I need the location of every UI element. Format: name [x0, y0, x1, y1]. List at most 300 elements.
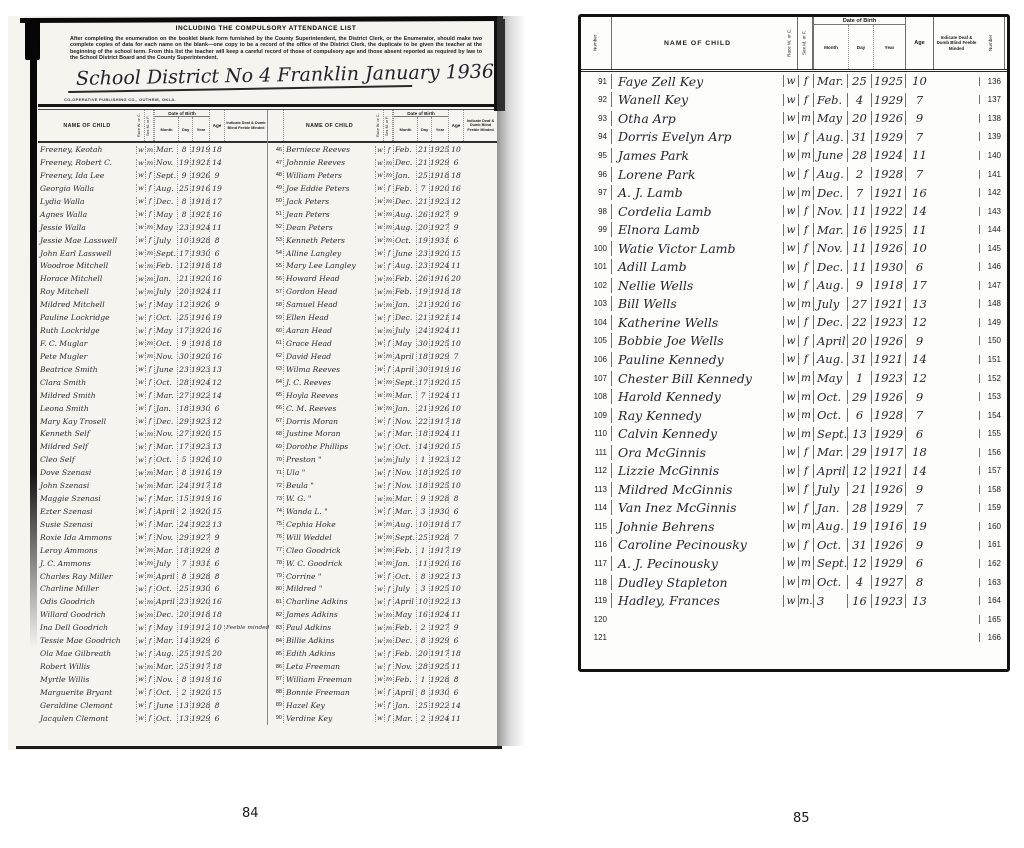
cell-sex: m	[385, 391, 393, 400]
cell-num: 78	[275, 560, 282, 567]
cell-day: 7	[847, 186, 871, 200]
cell-month: May	[154, 326, 177, 335]
cell-sex: f	[145, 391, 154, 399]
cell-year: 1923	[191, 416, 211, 426]
cell-month: May	[393, 339, 416, 348]
cell-race: w	[375, 197, 384, 205]
cell-race: w	[136, 146, 145, 154]
photocopy-gutter-smudge	[30, 20, 37, 648]
cell-race: w	[375, 559, 384, 567]
cell-sex: f	[145, 314, 154, 322]
cell-race: w	[136, 314, 145, 322]
cell-sex: m.	[799, 594, 813, 607]
cell-day: 29	[177, 533, 190, 542]
table-row	[268, 453, 497, 466]
cell-month: Nov.	[154, 429, 177, 438]
cell-name: Billie Adkins	[283, 636, 375, 645]
cell-age: 12	[905, 315, 933, 329]
cell-year: 1924	[430, 326, 450, 336]
cell-year: 1924	[191, 287, 211, 297]
cell-year: 1922	[191, 519, 211, 529]
cell-sex: m	[385, 610, 393, 619]
cell-year: 1928	[191, 571, 211, 581]
cell-race: w	[136, 404, 145, 412]
cell-num2: 162	[979, 559, 1005, 568]
cell-year: 1920	[191, 687, 211, 697]
cell-day: 20	[847, 334, 871, 348]
cell-month: Aug.	[813, 130, 847, 144]
cell-day: 14	[416, 442, 429, 451]
cell-sex: f	[384, 184, 393, 192]
cell-race: w	[783, 353, 798, 365]
cell-sex: f	[384, 572, 393, 580]
cell-age: 8	[209, 236, 224, 245]
cell-name: Johnnie Reeves	[283, 158, 375, 167]
cell-year: 1916	[191, 313, 211, 323]
table-row	[268, 531, 497, 544]
table-row	[38, 195, 267, 208]
cell-race: w	[783, 335, 798, 347]
table-row	[38, 570, 267, 583]
cell-year: 1920	[430, 248, 450, 258]
cell-name: Hoyla Reeves	[283, 391, 375, 400]
cell-sex: f	[145, 365, 154, 373]
table-row	[268, 169, 497, 182]
table-row	[38, 311, 267, 324]
cell-age: 18	[209, 662, 224, 671]
cell-month: Mar.	[393, 391, 416, 400]
cell-day: 5	[177, 455, 190, 464]
cell-age: 14	[905, 464, 933, 478]
cell-month: April	[393, 597, 416, 606]
cell-day: 29	[847, 390, 871, 404]
cell-race: w	[375, 262, 384, 270]
cell-sex: f	[145, 184, 154, 192]
cell-month: Nov.	[154, 533, 177, 542]
cell-num: 77	[275, 547, 282, 554]
cell-race: w	[783, 539, 798, 551]
cell-sex: f	[798, 335, 813, 347]
cell-race: w	[375, 417, 384, 425]
cell-month: Dec.	[154, 197, 177, 206]
cell-sex: f	[145, 533, 154, 541]
cell-day: 3	[416, 507, 429, 516]
cell-num: 50	[275, 198, 282, 205]
table-row	[38, 544, 267, 557]
cell-day: 7	[416, 184, 429, 193]
cell-race: w	[375, 288, 384, 296]
cell-age: 9	[905, 538, 933, 552]
cell-age: 8	[448, 675, 463, 684]
cell-race: w	[136, 430, 145, 438]
cell-name: Watie Victor Lamb	[611, 241, 783, 256]
cell-race: w	[375, 327, 384, 335]
cell-year: 1923	[871, 594, 905, 608]
table-row	[581, 461, 1007, 480]
cell-name: Adill Lamb	[611, 259, 783, 274]
cell-year: 1930	[191, 584, 211, 594]
cell-month: Mar.	[393, 494, 416, 503]
cell-name: Hazel Key	[283, 701, 375, 710]
cell-name: Ina Dell Goodrich	[40, 623, 108, 633]
cell-sex: m	[146, 352, 154, 361]
cell-age: 19	[209, 468, 224, 477]
cell-age: 7	[905, 408, 933, 422]
cell-year: 1928	[191, 700, 211, 710]
cell-num: 63	[275, 366, 282, 373]
table-row	[581, 628, 1007, 647]
cell-name: Myrtle Willis	[40, 674, 90, 684]
cell-name: Wanell Key	[611, 92, 783, 107]
cell-age: 10	[905, 241, 933, 255]
cell-month: May	[154, 210, 177, 219]
cell-month: Aug.	[393, 210, 416, 219]
cell-year: 1922	[430, 571, 450, 581]
cell-year: 1926	[871, 482, 905, 496]
cell-race: w	[783, 520, 798, 532]
cell-name: Alline Langley	[283, 249, 375, 258]
cell-name: Joe Eddie Peters	[283, 184, 375, 193]
cell-sex: m	[798, 298, 813, 310]
cell-name: Gordon Head	[283, 287, 375, 296]
cell-age: 10	[209, 623, 224, 632]
cell-day: 18	[416, 468, 429, 477]
cell-age: 7	[905, 130, 933, 144]
cell-race: w	[136, 197, 145, 205]
cell-month: Aug.	[813, 167, 847, 181]
cell-age: 19	[905, 519, 933, 533]
table-row	[268, 272, 497, 285]
cell-day: 6	[847, 408, 871, 422]
col-number-left: Number	[592, 34, 598, 52]
cell-age: 16	[448, 365, 463, 374]
cell-num: 113	[594, 484, 607, 494]
cell-month: Jan.	[393, 171, 416, 180]
table-row	[38, 376, 267, 389]
cell-age: 18	[209, 610, 224, 619]
cell-race: w	[136, 611, 145, 619]
cell-age: 7	[905, 501, 933, 515]
cell-num: 97	[598, 188, 607, 198]
cell-year: 1921	[871, 352, 905, 366]
cell-name: Mildred Smith	[40, 390, 96, 400]
cell-year: 1920	[191, 506, 211, 516]
cell-num: 106	[593, 354, 607, 364]
cell-num: 74	[275, 508, 282, 515]
cell-month: Oct.	[154, 339, 177, 348]
cell-month: July	[393, 455, 416, 464]
cell-sex: f	[384, 262, 393, 270]
cell-sex: m	[385, 210, 393, 219]
col-month: Month	[160, 126, 173, 132]
cell-month: Jan.	[393, 701, 416, 710]
cell-month: Feb.	[393, 145, 416, 154]
cell-month: Sept.	[813, 427, 847, 441]
cell-sex: m	[385, 352, 393, 361]
cell-race: w	[375, 650, 384, 658]
cell-age: 17	[209, 197, 224, 206]
cell-num2: 150	[979, 336, 1005, 345]
table-header	[38, 110, 267, 143]
cell-num2: 165	[979, 615, 1005, 624]
cell-year: 1924	[430, 390, 450, 400]
cell-year: 1931	[430, 235, 450, 245]
cell-month: June	[154, 365, 177, 374]
cell-month: Aug.	[393, 223, 416, 232]
table-row	[268, 234, 497, 247]
table-row	[38, 479, 267, 492]
table-header	[581, 17, 1007, 72]
cell-race: w	[783, 465, 798, 477]
cell-year: 1918	[191, 610, 211, 620]
cell-year: 1928	[430, 674, 450, 684]
cell-sex: m	[146, 249, 154, 258]
cell-month: Nov.	[393, 417, 416, 426]
table-row	[268, 376, 497, 389]
table-row	[581, 202, 1007, 221]
cell-year: 1926	[191, 455, 211, 465]
cell-day: 30	[177, 352, 190, 361]
cell-num2: 152	[979, 374, 1005, 383]
cell-year: 1917	[430, 545, 450, 555]
cell-num: 48	[275, 172, 282, 179]
cell-num: 99	[598, 225, 607, 235]
cell-day: 7	[416, 391, 429, 400]
cell-race: w	[783, 187, 798, 199]
table-row	[268, 647, 497, 660]
cell-name: Dudley Stapleton	[611, 575, 783, 590]
cell-age: 15	[209, 688, 224, 697]
cell-year: 1918	[430, 170, 450, 180]
table-row	[268, 712, 497, 725]
cell-month: May	[154, 223, 177, 232]
table-row	[268, 259, 497, 272]
cell-day: 11	[847, 241, 871, 255]
cell-age: 6	[209, 636, 224, 645]
cell-name: Cephia Hoke	[283, 520, 375, 529]
cell-month: Sept.	[395, 377, 416, 387]
cell-day: 8	[177, 145, 190, 154]
cell-day: 12	[847, 464, 871, 478]
cell-month: Mar.	[813, 223, 847, 237]
cell-race: w	[783, 428, 798, 440]
cell-year: 1928	[191, 235, 211, 245]
cell-num2: 156	[979, 448, 1005, 457]
cell-sex: m	[146, 559, 154, 568]
cell-month: Dec.	[393, 313, 416, 322]
cell-name: Freeney, Robert C.	[40, 158, 113, 168]
cell-race: w	[136, 624, 145, 632]
cell-sex: f	[798, 483, 813, 495]
cell-month: Oct.	[154, 688, 177, 697]
cell-name: Mildred Mitchell	[40, 300, 105, 310]
rows-46-90	[268, 143, 497, 724]
cell-month: Aug.	[154, 184, 177, 193]
cell-sex: f	[145, 236, 154, 244]
cell-name: Ellen Head	[283, 313, 375, 322]
cell-month: May	[393, 610, 416, 619]
page-number-85: 85	[793, 811, 810, 826]
cell-year: 1920	[191, 597, 211, 607]
cell-day: 16	[416, 610, 429, 619]
cell-month: Jan.	[393, 300, 416, 309]
cell-age: 6	[448, 158, 463, 167]
cell-year: 1927	[430, 623, 450, 633]
cell-race: w	[375, 223, 384, 231]
cell-sex: f	[798, 94, 813, 106]
cell-name: Nellie Wells	[611, 278, 783, 293]
cell-sex: m	[146, 597, 154, 606]
col-name-of-child: NAME OF CHILD	[283, 110, 375, 141]
cell-day: 10	[416, 597, 429, 606]
cell-day: 31	[847, 130, 871, 144]
cell-sex: m	[146, 468, 154, 477]
cell-year: 1923	[191, 442, 211, 452]
cell-day: 21	[416, 197, 429, 206]
cell-race: w	[136, 469, 145, 477]
cell-month: Oct.	[154, 714, 177, 723]
cell-num: 86	[275, 663, 282, 670]
cell-race: w	[375, 275, 384, 283]
table-row	[268, 298, 497, 311]
cell-month: April	[393, 352, 416, 361]
cell-year: 1930	[191, 248, 211, 258]
cell-name: Jacqulen Clemont	[40, 713, 109, 723]
cell-name: Ola Mae Gilbreath	[40, 649, 112, 659]
cell-name: Kenneth Peters	[283, 236, 375, 245]
cell-month: Mar.	[154, 636, 177, 645]
cell-name: Jack Peters	[283, 197, 375, 206]
cell-year: 1928	[871, 167, 905, 181]
cell-num: 117	[594, 558, 607, 568]
cell-month: Feb.	[813, 93, 847, 107]
cell-sex: f	[145, 624, 154, 632]
cell-sex: f	[145, 714, 154, 722]
cell-year: 1928	[430, 532, 450, 542]
cell-num2: 157	[979, 466, 1005, 475]
cell-age: 18	[448, 417, 463, 426]
cell-race: w	[375, 507, 384, 515]
table-row	[268, 247, 497, 260]
cell-day: 16	[847, 594, 871, 608]
cell-age: 10	[905, 74, 933, 88]
col-year: Year	[431, 117, 448, 141]
cell-month: Mar.	[154, 468, 177, 477]
cell-race: w	[783, 261, 798, 273]
cell-year: 1924	[430, 261, 450, 271]
page-bottom-rule	[16, 746, 502, 749]
cell-age: 11	[209, 287, 224, 296]
cell-year: 1925	[430, 662, 450, 672]
table-row	[38, 712, 267, 725]
cell-num: 105	[593, 336, 607, 346]
cell-name: William Peters	[283, 171, 375, 180]
cell-sex: f	[384, 663, 393, 671]
cell-age: 16	[209, 352, 224, 361]
cell-age: 20	[209, 649, 224, 658]
cell-num: 54	[275, 250, 282, 257]
cell-month: June	[393, 249, 416, 258]
cell-month: Feb.	[393, 287, 416, 296]
cell-num: 110	[594, 429, 607, 439]
cell-day: 2	[177, 688, 190, 697]
cell-sex: m	[385, 494, 393, 503]
cell-year: 1929	[871, 556, 905, 570]
cell-day: 25	[177, 649, 190, 658]
cell-age: 16	[448, 559, 463, 568]
cell-day: 26	[416, 274, 429, 283]
cell-age: 10	[448, 145, 463, 154]
cell-sex: m	[798, 372, 813, 384]
cell-year: 1929	[430, 158, 450, 168]
cell-age: 18	[448, 649, 463, 658]
cell-num: 111	[594, 447, 607, 457]
cell-sex: f	[145, 171, 154, 179]
cell-age: 16	[448, 300, 463, 309]
cell-num: 95	[598, 150, 607, 160]
cell-age: 18	[448, 287, 463, 296]
col-year: Year	[873, 25, 905, 69]
cell-num2: 151	[979, 355, 1005, 364]
cell-age: 13	[209, 442, 224, 451]
cell-race: w	[375, 701, 384, 709]
cell-day: 25	[416, 171, 429, 180]
cell-year: 1925	[430, 481, 450, 491]
cell-num: 69	[275, 443, 282, 450]
cell-race: w	[375, 184, 384, 192]
cell-age: 8	[209, 572, 224, 581]
cell-race: w	[375, 533, 384, 541]
cell-age: 8	[448, 494, 463, 503]
cell-month: June	[154, 701, 177, 710]
cell-age: 12	[448, 455, 463, 464]
cell-day: 8	[177, 210, 190, 219]
cell-name: Verdine Key	[283, 714, 375, 723]
cell-race: w	[136, 417, 145, 425]
table-row	[268, 324, 497, 337]
cell-name: Geraldine Clemont	[40, 700, 113, 710]
cell-age: 16	[209, 494, 224, 503]
instructions-text: After completing the enumeration on the booklet blank form furnished by the County Superintendent, the District Clerk, or the Enumerator, should make two complete copies of data for each name on the blank—one copy to be a record of the office of the District Clerk, the duplicate to be given the teacher at the beginning of the school term. From this list the teacher will keep a careful record of those of compulsory age and those absent reported as required by law to the School District Board and the County Superintendent.	[70, 36, 482, 61]
cell-name: Chester Bill Kennedy	[611, 371, 783, 386]
cell-race: w	[136, 236, 145, 244]
cell-race: w	[375, 314, 384, 322]
cell-num2: 147	[979, 281, 1005, 290]
cell-num: 101	[593, 262, 607, 272]
table-row	[581, 128, 1007, 147]
cell-name: Preston "	[283, 455, 375, 464]
cell-race: w	[136, 559, 145, 567]
table-row	[581, 183, 1007, 202]
cell-num: 118	[594, 577, 607, 587]
table-row	[268, 350, 497, 363]
cell-sex: f	[384, 714, 393, 722]
cell-num: 87	[275, 676, 282, 683]
cell-name: Howard Head	[283, 274, 375, 283]
cell-num: 58	[275, 301, 282, 308]
cell-name: Jean Peters	[283, 210, 375, 219]
cell-num2: 139	[979, 132, 1005, 141]
cell-race: w	[136, 249, 145, 257]
table-row	[581, 350, 1007, 369]
cell-race: w	[375, 352, 384, 360]
table-right-half	[267, 110, 497, 724]
cell-age: 15	[209, 507, 224, 516]
table-row	[38, 621, 270, 634]
cell-race: w	[136, 482, 145, 490]
cell-num: 112	[594, 466, 607, 476]
table-row	[268, 440, 497, 453]
